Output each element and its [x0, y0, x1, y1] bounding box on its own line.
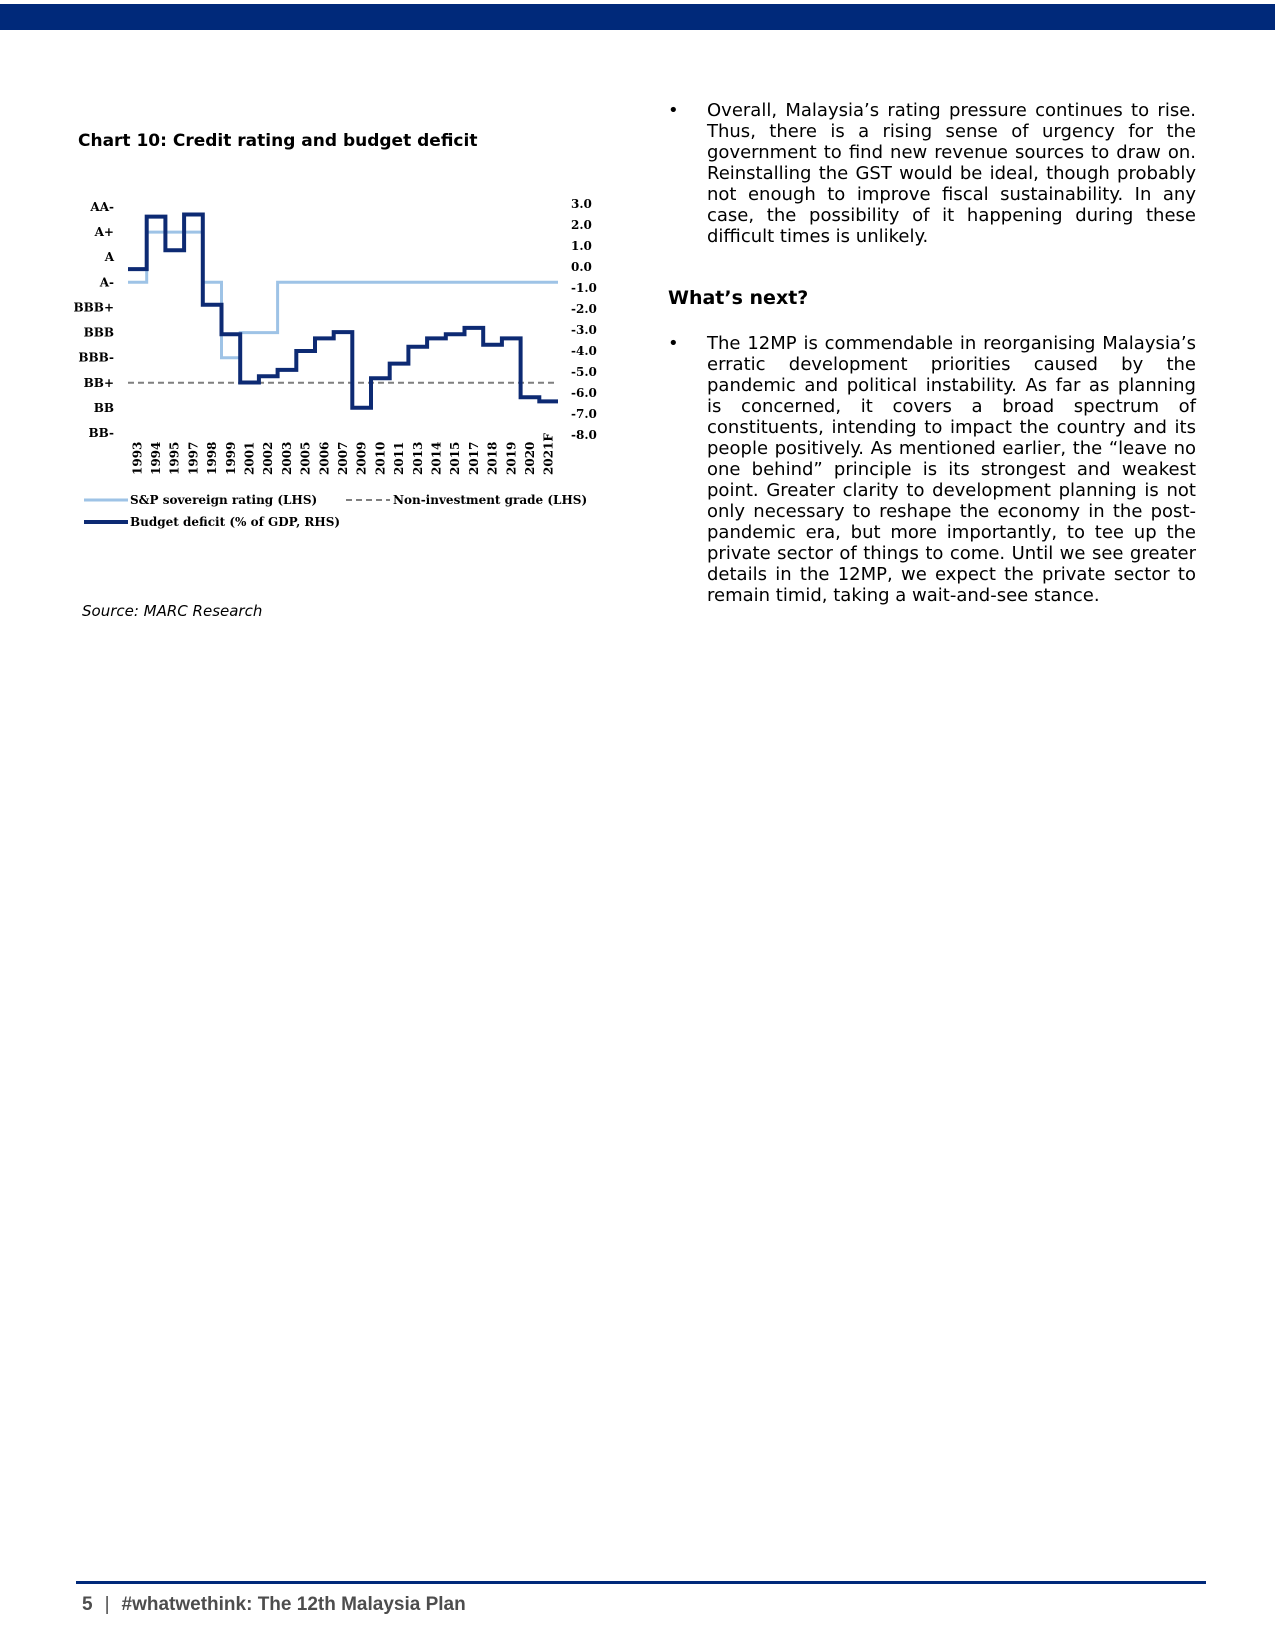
x-axis-tick-label: 2015	[448, 441, 463, 475]
right-column	[668, 100, 1196, 606]
right-axis-tick-label: 3.0	[571, 197, 592, 211]
right-axis-tick-label: -3.0	[571, 323, 597, 337]
footer-rule	[76, 1581, 1206, 1584]
footer-separator: |	[104, 1594, 110, 1615]
left-axis-tick-label: BB	[93, 400, 114, 415]
x-axis-tick-label: 2018	[485, 441, 500, 475]
legend-label-budget-deficit: Budget deficit (% of GDP, RHS)	[130, 515, 341, 529]
series-line-budget-deficit	[128, 215, 558, 408]
x-axis-tick-label: 2006	[317, 441, 332, 475]
bullet-paragraph-2	[668, 333, 1196, 606]
bullet-text-2: The 12MP is commendable in reorganising Malaysia’s erratic development priorities caused by the pandemic and political instability. As far as planning is concerned, it covers a broad spectrum of constituents, intending to impact the country and its people positively. As mentioned earlier, the “leave no one behind” principle is its strongest and weakest point. Greater clarity to development planning is not only necessary to reshape the economy in the post-pandemic era, but more importantly, to tee up the private sector of things to come. Until we see greater details in the 12MP, we expect the private sector to remain timid, taking a wait-and-see stance.	[707, 333, 1196, 606]
x-axis-tick-label: 2009	[354, 441, 369, 475]
x-axis-tick-label: 2017	[466, 441, 481, 475]
x-axis-tick-label: 2002	[261, 441, 276, 475]
right-axis-tick-label: -7.0	[571, 407, 597, 421]
chart-source: Source: MARC Research	[82, 602, 263, 620]
x-axis-tick-label: 1994	[149, 441, 164, 475]
right-axis-tick-label: 2.0	[571, 218, 592, 232]
left-axis-tick-label: BB-	[88, 426, 114, 440]
x-axis-tick-label: 1997	[186, 441, 201, 475]
left-axis-tick-label: BBB-	[78, 350, 114, 365]
x-axis-tick-label: 1998	[205, 441, 220, 475]
series-line-sp-rating	[128, 232, 558, 358]
left-axis-tick-label: BBB	[83, 325, 114, 340]
page-number: 5	[82, 1594, 93, 1615]
bullet-text-1: Overall, Malaysia’s rating pressure continues to rise. Thus, there is a rising sense of urgency for the government to find new revenue sources to draw on. Reinstalling the GST would be ideal, though probably not enough to improve fiscal sustainability. In any case, the possibility of it happening during these difficult times is unlikely.	[707, 100, 1196, 247]
section-heading: What’s next?	[668, 287, 809, 309]
right-axis-tick-label: 0.0	[571, 260, 592, 274]
right-axis-tick-label: -2.0	[571, 302, 597, 316]
chart	[70, 195, 650, 570]
x-axis-tick-label: 2007	[336, 441, 350, 475]
x-axis-tick-label: 2010	[373, 441, 388, 475]
bullet-icon: •	[668, 100, 679, 121]
left-axis-tick-label: BB+	[83, 375, 114, 390]
footer-title: #whatwethink: The 12th Malaysia Plan	[121, 1594, 466, 1615]
x-axis-tick-label: 1995	[167, 441, 182, 475]
left-axis-tick-label: A-	[99, 275, 114, 290]
x-axis-tick-label: 2020	[522, 441, 537, 475]
header-bar	[0, 4, 1275, 30]
x-axis-tick-label: 2011	[392, 441, 407, 475]
legend-label-non-investment-grade: Non-investment grade (LHS)	[393, 493, 588, 507]
x-axis-tick-label: 2019	[504, 441, 519, 475]
x-axis-tick-label: 2001	[242, 441, 257, 475]
right-axis-tick-label: -6.0	[571, 386, 597, 400]
left-axis-tick-label: A+	[94, 225, 114, 240]
left-axis-tick-label: AA-	[90, 200, 114, 214]
x-axis-tick-label: 2014	[429, 441, 444, 475]
bullet-icon: •	[668, 333, 679, 354]
chart-title: Chart 10: Credit rating and budget deficit	[78, 131, 478, 151]
right-axis-tick-label: -8.0	[571, 428, 597, 442]
footer	[82, 1594, 466, 1616]
x-axis-tick-label: 2021F	[541, 433, 556, 475]
x-axis-tick-label: 2003	[279, 441, 294, 475]
chart-svg	[70, 195, 650, 570]
left-axis-tick-label: A	[104, 250, 114, 265]
right-axis-tick-label: -4.0	[571, 344, 597, 358]
x-axis-tick-label: 1993	[130, 441, 145, 475]
right-axis-tick-label: -1.0	[571, 281, 597, 295]
bullet-paragraph-1	[668, 100, 1196, 247]
x-axis-tick-label: 1999	[223, 441, 238, 475]
right-axis-tick-label: -5.0	[571, 365, 597, 379]
left-axis-tick-label: BBB+	[73, 300, 114, 315]
x-axis-tick-label: 2013	[410, 441, 425, 475]
x-axis-tick-label: 2005	[298, 441, 313, 475]
legend-label-sp-rating: S&P sovereign rating (LHS)	[130, 493, 318, 507]
right-axis-tick-label: 1.0	[571, 239, 592, 253]
